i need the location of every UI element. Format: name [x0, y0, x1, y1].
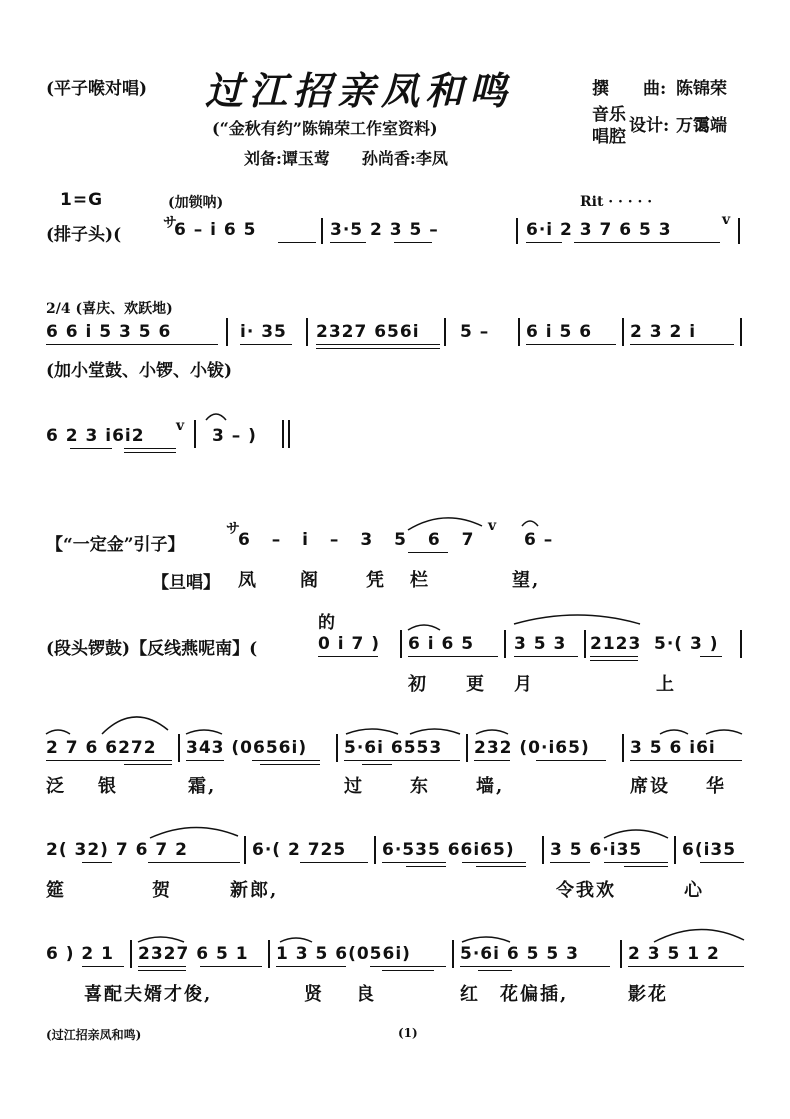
composer-name: 陈锦荣: [676, 79, 727, 99]
slur: [138, 937, 184, 942]
barline: [584, 630, 586, 658]
underline: [514, 656, 578, 657]
underline: [46, 760, 172, 761]
underline: [124, 452, 176, 453]
underline: [186, 760, 224, 761]
lyric: 过: [344, 776, 364, 797]
lyric: 银: [98, 776, 118, 797]
underline: [604, 862, 668, 863]
slur: [408, 518, 482, 530]
section-label-yinzi: 【“一定金”引子】: [46, 535, 185, 555]
section3-measure-3: 2123: [590, 634, 642, 654]
barline: [740, 318, 742, 346]
underline: [526, 344, 616, 345]
underline: [240, 344, 292, 345]
slur: [280, 938, 312, 942]
underline: [590, 660, 638, 661]
line1-measure-2: 3·5 2 3 5 –: [330, 220, 439, 240]
lyric: 华: [706, 776, 726, 797]
underline: [82, 862, 112, 863]
breath-mark: v: [176, 418, 185, 434]
lyric-label-dan: 【旦唱】: [152, 573, 220, 593]
barline: [740, 630, 742, 658]
line2-measure-5: 6 i 5 6: [526, 322, 593, 342]
underline: [124, 764, 172, 765]
section5-measure-2: 6·( 2 725: [252, 840, 347, 860]
free-meter: サ: [226, 521, 240, 537]
lyric: 凤: [238, 570, 258, 591]
slur: [654, 929, 744, 942]
barline: [374, 836, 376, 864]
barline: [268, 940, 270, 968]
meter-and-mood: 2/4 (喜庆、欢跃地): [46, 301, 173, 317]
section6-measure-1: 6 ) 2 1: [46, 944, 115, 964]
line2-measure-2: i· 35: [240, 322, 287, 342]
underline: [382, 970, 434, 971]
section5-measure-4: 3 5 6·i35: [550, 840, 643, 860]
underline: [370, 966, 446, 967]
lyric: 望,: [512, 570, 541, 591]
barline: [194, 420, 196, 448]
lyric: 席设: [630, 776, 670, 797]
barline: [622, 318, 624, 346]
tempo-mark: Rit · · · · ·: [580, 194, 653, 210]
line2-measure-4: 5 –: [460, 322, 490, 342]
fermata: [522, 521, 538, 526]
barline: [674, 836, 676, 864]
line1-measure-1: 6 – i 6 5: [174, 220, 257, 240]
cast-line: 刘备:谭玉莺 孙尚香:李凤: [244, 149, 448, 168]
barline: [178, 734, 180, 762]
section6-measure-4: 5·6i 6 5 5 3: [460, 944, 579, 964]
underline: [316, 344, 440, 345]
barline: [244, 836, 246, 864]
section6-measure-2: 2327 6 5 1: [138, 944, 249, 964]
lyric: 阁: [300, 570, 320, 591]
barline: [400, 630, 402, 658]
lyric: 墙,: [476, 776, 505, 797]
underline: [362, 764, 392, 765]
barline: [518, 318, 520, 346]
line2-measure-3: 2327 656i: [316, 322, 420, 342]
slur: [186, 730, 222, 734]
underline: [574, 242, 720, 243]
lyric: 影花: [628, 984, 668, 1005]
slur: [150, 827, 238, 838]
slur: [346, 729, 398, 734]
breath-mark: v: [488, 518, 497, 534]
subtitle: (“金秋有约”陈锦荣工作室资料): [212, 119, 438, 138]
underline: [252, 760, 320, 761]
underline: [200, 966, 262, 967]
barline: [738, 218, 740, 244]
line2-measure-1: 6 6 i 5 3 5 6: [46, 322, 172, 342]
line1-label: (排子头)(: [46, 225, 122, 245]
designer-label-1: 音乐: [592, 105, 626, 125]
grace-note-text: 的: [318, 613, 335, 633]
breath-mark: v: [722, 212, 731, 228]
section3-measure-1: 6 i 6 5: [408, 634, 475, 654]
underline: [70, 448, 112, 449]
underline: [82, 966, 124, 967]
underline: [278, 242, 316, 243]
underline: [550, 862, 590, 863]
lyric: 筵: [46, 880, 66, 901]
lyric: 更: [466, 674, 486, 695]
instrument-note: (加锁呐): [168, 195, 224, 211]
line2-measure-6: 2 3 2 i: [630, 322, 697, 342]
underline: [460, 966, 610, 967]
barline: [306, 318, 308, 346]
underline: [124, 448, 176, 449]
designer-label-2: 唱腔: [592, 127, 626, 147]
lyric: 喜配夫婿才俊,: [84, 984, 213, 1005]
page-number: (1): [398, 1026, 418, 1040]
underline: [408, 656, 498, 657]
underline: [476, 866, 526, 867]
designer-label-3: 设计:: [629, 116, 670, 136]
lyric: 花偏插,: [500, 984, 569, 1005]
slur: [408, 625, 440, 630]
section3-measure-0: 0 i 7 ): [318, 634, 381, 654]
slur: [102, 717, 168, 734]
underline: [318, 656, 378, 657]
line1-free-meter: サ: [163, 215, 177, 231]
section6-measure-3: 1 3 5 6(056i): [276, 944, 411, 964]
slur: [514, 615, 640, 624]
lyric: 月: [514, 674, 534, 695]
lyric: 贺: [152, 880, 172, 901]
line3-measure-1: 6 2 3 i6i2: [46, 426, 145, 446]
underline: [316, 348, 440, 349]
section-label-fanxian: (段头锣鼓)【反线燕呢南】(: [46, 639, 258, 659]
underline: [478, 970, 512, 971]
section4-measure-1: 2 7 6 6272: [46, 738, 157, 758]
barline: [130, 940, 132, 968]
barline: [504, 630, 506, 658]
barline: [444, 318, 446, 346]
fermata: [206, 414, 226, 420]
section4-measure-4: 232 (0·i65): [474, 738, 590, 758]
underline: [590, 656, 638, 657]
underline: [344, 760, 460, 761]
percussion-note: (加小堂鼓、小锣、小钹): [46, 361, 233, 381]
section5-measure-3: 6·535 66i65): [382, 840, 515, 860]
lyric: 初: [408, 674, 428, 695]
underline: [330, 242, 366, 243]
section4-measure-3: 5·6i 6553: [344, 738, 443, 758]
key-signature: 1=G: [60, 190, 104, 210]
underline: [700, 656, 722, 657]
slur: [462, 937, 510, 942]
lyric: 心: [684, 880, 704, 901]
lyric: 东: [410, 776, 430, 797]
barline: [622, 734, 624, 762]
underline: [138, 966, 186, 967]
section3-measure-2: 3 5 3: [514, 634, 567, 654]
section6-measure-5: 2 3 5 1 2: [628, 944, 720, 964]
underline: [462, 862, 526, 863]
underline: [624, 866, 668, 867]
underline: [148, 862, 240, 863]
lyric: 红: [460, 984, 480, 1005]
underline: [138, 970, 186, 971]
slur: [46, 730, 70, 734]
page-title: 过江招亲凤和鸣: [205, 68, 514, 113]
underline: [276, 966, 346, 967]
section5-measure-5: 6(i35: [682, 840, 737, 860]
final-barline: [288, 420, 290, 448]
underline: [382, 862, 446, 863]
section5-measure-1: 2( 32) 7 6 7 2: [46, 840, 188, 860]
barline: [226, 318, 228, 346]
slur: [706, 730, 742, 734]
barline: [321, 218, 323, 244]
footer-title: (过江招亲凤和鸣): [46, 1028, 142, 1042]
slur: [410, 729, 460, 734]
underline: [526, 242, 562, 243]
lyric: 凭: [366, 570, 386, 591]
underline: [260, 764, 320, 765]
lyric: 栏: [410, 570, 430, 591]
section2-notes: 6 – i – 3 5 6 7: [238, 530, 475, 550]
barline: [336, 734, 338, 762]
underline: [630, 344, 734, 345]
underline: [630, 760, 742, 761]
line1-measure-3: 6·i 2 3 7 6 5 3: [526, 220, 672, 240]
barline: [542, 836, 544, 864]
underline: [628, 966, 744, 967]
underline: [700, 862, 744, 863]
barline: [620, 940, 622, 968]
underline: [394, 242, 432, 243]
section3-measure-4: 5·( 3 ): [654, 634, 719, 654]
barline: [466, 734, 468, 762]
section2-end: 6 –: [524, 530, 554, 550]
lyric: 泛: [46, 776, 66, 797]
underline: [474, 760, 510, 761]
barline: [452, 940, 454, 968]
designer-name: 万霭端: [676, 116, 727, 136]
slur: [476, 730, 508, 734]
underline: [536, 760, 606, 761]
lyric: 良: [356, 984, 376, 1005]
section4-measure-5: 3 5 6 i6i: [630, 738, 716, 758]
section4-measure-2: 343 (0656i): [186, 738, 308, 758]
underline: [46, 344, 218, 345]
underline: [406, 866, 446, 867]
final-barline: [282, 420, 284, 448]
lyric: 贤: [304, 984, 324, 1005]
lyric: 令我欢: [556, 880, 616, 901]
lyric: 上: [656, 674, 676, 695]
barline: [516, 218, 518, 244]
slur: [660, 730, 688, 734]
style-note: (平子喉对唱): [46, 79, 148, 99]
composer-label: 撰 曲:: [592, 79, 667, 99]
lyric: 霜,: [188, 776, 217, 797]
lyric: 新郎,: [230, 880, 279, 901]
line3-measure-2: 3 – ): [212, 426, 257, 446]
underline: [300, 862, 368, 863]
slur: [604, 830, 668, 838]
underline: [408, 552, 448, 553]
